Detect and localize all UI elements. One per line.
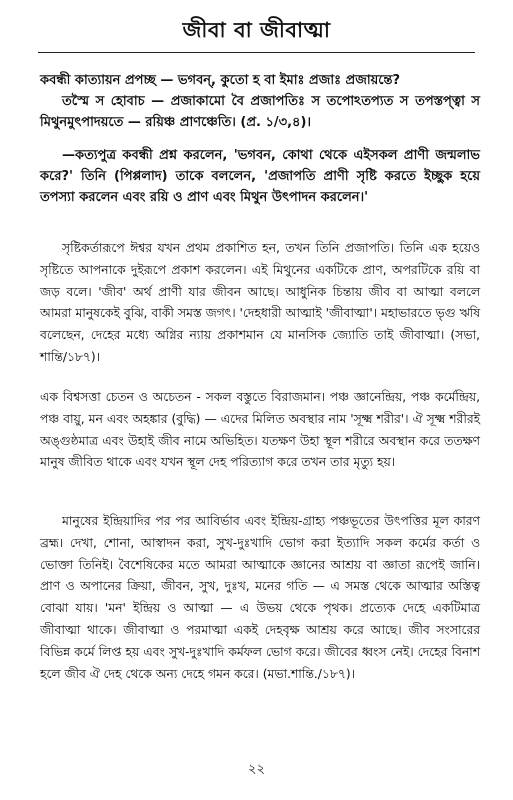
- title-underline: [38, 52, 475, 53]
- paragraph-1: [40, 238, 480, 369]
- verse-translation: [40, 145, 480, 208]
- page-number: ২২: [248, 762, 265, 777]
- paragraph-3-text: মানুষের ইন্দ্রিয়াদির পর পর আবির্ভাব এবং ইন্দ্রিয়-গ্রাহ্য পঞ্চভূতের উৎপত্তির মূল কারণ ব্রহ্ম। দেখা, শোনা, আস্বাদন করা, সুখ-দুঃখাদি ভোগ করা ইত্যাদি সকল কর্মের কর্তা ও ভোক্তা তিনিই। বৈশেষিকের মতে আমরা আত্মাকে জ্ঞানের আশ্রয় বা জ্ঞাতা রূপেই জানি। প্রাণ ও অপানের ক্রিয়া, জীবন, সুখ, দুঃখ, মনের গতি — এ সমস্ত থেকে আত্মার অস্তিত্ব বোঝা যায়। 'মন' ইন্দ্রিয় ও আত্মা — এ উভয় থেকে পৃথক। প্রত্যেক দেহে একটিমাত্র জীবাত্মা থাকে। জীবাত্মা ও পরমাত্মা একই দেহবৃক্ষ আশ্রয় করে আছে। জীব সংসারের বিভিন্ন কর্মে লিপ্ত হয় এবং সুখ-দুঃখাদি কর্মফল ভোগ করে। জীবের ধ্বংস নেই। দেহের বিনাশ হলে জীব ঐ দেহ থেকে অন্য দেহে গমন করে। (মভা.শান্তি./১৮৭)।: [40, 514, 480, 681]
- chapter-title: জীবা বা জীবাত্মা: [182, 18, 331, 42]
- sanskrit-answer: তস্মৈ স হোবাচ — প্রজাকামো বৈ প্রজাপতিঃ স তপোঽতপ্যত স তপস্তপ্ত্বা স মিথুনমুৎপাদয়তে — রয়িঞ্চ প্রাণঞ্চেতি। (প্র. ১/৩,৪)।: [40, 94, 480, 130]
- paragraph-1-text: সৃষ্টিকর্তারূপে ঈশ্বর যখন প্রথম প্রকাশিত হন, তখন তিনি প্রজাপতি। তিনি এক হয়েও সৃষ্টিতে আপনাকে দুইরূপে প্রকাশ করলেন। এই মিথুনের একটিকে প্রাণ, অপরটিকে রয়ি বা জড় বলে। 'জীব' অর্থ প্রাণী যার জীবন আছে। আধুনিক চিন্তায় জীব বা আত্মা বললে আমরা মানুষকেই বুঝি, বাকী সমস্ত জগৎ। 'দেহধারী আত্মাই 'জীবাত্মা'। মহাভারতে ভৃগু ঋষি বলেছেন, দেহের মধ্যে অগ্নির ন্যায় প্রকাশমান যে মানসিক জ্যোতি তাই জীবাত্মা। (সভা, শান্তি/১৮৭)।: [40, 241, 480, 364]
- sanskrit-verse: [40, 70, 480, 133]
- translation-text: —কত্যপুত্র কবন্ধী প্রশ্ন করলেন, 'ভগবন, কোথা থেকে এইসকল প্রাণী জন্মলাভ করে?' তিনি (পিপ্পলাদ) তাকে বললেন, 'প্রজাপতি প্রাণী সৃষ্টি করতে ইচ্ছুক হয়ে তপস্যা করলেন এবং রয়ি ও প্রাণ এবং মিথুন উৎপাদন করলেন।': [40, 148, 480, 205]
- sanskrit-question: কবন্ধী কাত্যায়ন প্রপচ্ছ — ভগবন্, কুতো হ বা ইমাঃ প্রজাঃ প্রজায়ন্তে?: [40, 73, 401, 88]
- paragraph-2-text: এক বিশ্বসত্তা চেতন ও অচেতন - সকল বস্তুতে বিরাজমান। পঞ্চ জ্ঞানেন্দ্রিয়, পঞ্চ কর্মেন্দ্রিয়, পঞ্চ বায়ু, মন এবং অহঙ্কার (বুদ্ধি) — এদের মিলিত অবস্থার নাম 'সূক্ষ্ম শরীর'। ঐ সূক্ষ্ম শরীরই অঙ্গুষ্ঠমাত্র এবং উহাই জীব নামে অভিহিত। যতক্ষণ উহা স্থূল শরীরে অবস্থান করে ততক্ষণ মানুষ জীবিত থাকে এবং যখন স্থূল দেহ পরিত্যাগ করে তখন তার মৃত্যু হয়।: [40, 390, 480, 470]
- paragraph-2: [40, 387, 480, 474]
- paragraph-3: [40, 511, 480, 685]
